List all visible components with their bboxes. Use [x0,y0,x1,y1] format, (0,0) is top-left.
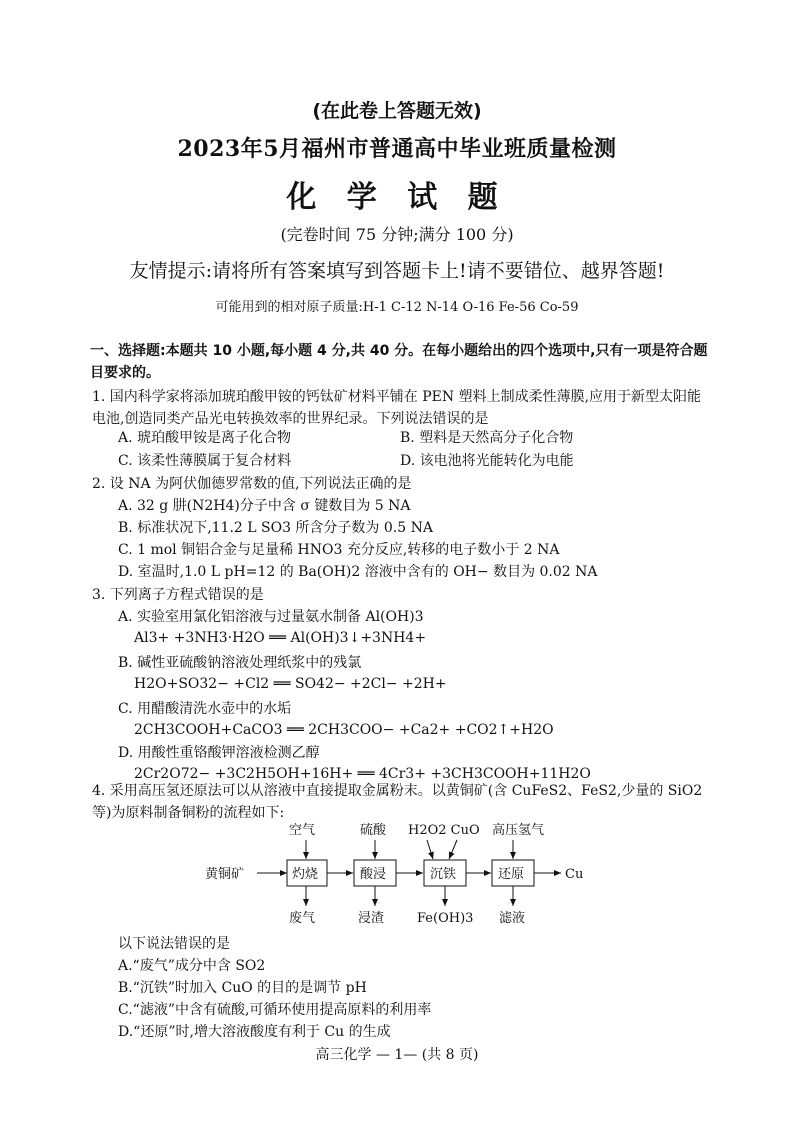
q3-option-c: C. 用醋酸清洗水壶中的水垢 [118,701,292,717]
flow-step4-add: 高压氢气 [492,823,545,838]
flow-step2-add: 硫酸 [360,823,387,838]
q4-option-d: D.“还原”时,增大溶液酸度有利于 Cu 的生成 [118,1024,391,1040]
time-info: (完卷时间 75 分钟;满分 100 分) [280,225,514,244]
q2-option-d: D. 室温时,1.0 L pH=12 的 Ba(OH)2 溶液中含有的 OH− 数目为 0.02 NA [118,564,598,580]
q4-prompt: 以下说法错误的是 [118,936,230,952]
q3-equation-a: Al3+ +3NH3·H2O ══ Al(OH)3↓+3NH4+ [134,630,427,646]
q2-option-a: A. 32 g 肼(N2H4)分子中含 σ 键数目为 5 NA [118,498,411,514]
q3-stem: 3. 下列离子方程式错误的是 [92,587,264,603]
q4-option-b: B.“沉铁”时加入 CuO 的目的是调节 pH [118,980,367,996]
q3-option-b: B. 碱性亚硫酸钠溶液处理纸浆中的残氯 [118,655,362,671]
q4-stem: 4. 采用高压氢还原法可以从溶液中直接提取金属粉末。以黄铜矿(含 CuFeS2、FeS2,少量的 SiO2 等)为原料制备铜粉的流程如下: [92,783,703,821]
flow-step3-name: 沉铁 [430,867,457,882]
flow-input: 黄铜矿 [205,867,245,882]
q4-option-c: C.“滤液”中含有硫酸,可循环使用提高原料的利用率 [118,1002,432,1018]
flow-step4-name: 还原 [498,867,525,882]
q1-stem: 1. 国内科学家将添加琥珀酸甲铵的钙钛矿材料平铺在 PEN 塑料上制成柔性薄膜,应用于新型太阳能电池,创造同类产品光电转换效率的世界纪录。下列说法错误的是 [92,389,702,427]
q2-option-b: B. 标准状况下,11.2 L SO3 所含分子数为 0.5 NA [118,520,433,536]
q1-option-d: D. 该电池将光能转化为电能 [400,453,574,469]
notice: (在此卷上答题无效) [312,100,482,122]
q1-option-a: A. 琥珀酸甲铵是离子化合物 [118,430,292,446]
q3-option-d: D. 用酸性重铬酸钾溶液检测乙醇 [118,745,320,761]
atomic-masses: 可能用到的相对原子质量:H-1 C-12 N-14 O-16 Fe-56 Co-59 [215,300,579,315]
q2-option-c: C. 1 mol 铜铝合金与足量稀 HNO3 充分反应,转移的电子数小于 2 NA [118,542,560,558]
flow-step1-name: 灼烧 [292,867,319,882]
flow-step1-add: 空气 [289,823,316,838]
flow-diagram [205,822,605,930]
flow-step2-name: 酸浸 [360,867,387,882]
exam-title: 2023年5月福州市普通高中毕业班质量检测 [177,136,617,162]
q1-option-b: B. 塑料是天然高分子化合物 [400,430,574,446]
flow-step1-out: 废气 [289,911,316,926]
q4-option-a: A.“废气”成分中含 SO2 [118,958,266,974]
q3-equation-c: 2CH3COOH+CaCO3 ══ 2CH3COO− +Ca2+ +CO2↑+H2O [134,722,554,738]
page-footer: 高三化学 — 1— (共 8 页) [315,1047,479,1063]
flow-step4-out: 滤液 [499,911,526,926]
q2-stem: 2. 设 NA 为阿伏伽德罗常数的值,下列说法正确的是 [92,476,412,492]
q1-option-c: C. 该柔性薄膜属于复合材料 [118,453,292,469]
reminder: 友情提示:请将所有答案填写到答题卡上!请不要错位、越界答题! [129,260,665,282]
flow-step2-out: 浸渣 [358,911,385,926]
subject-title: 化 学 试 题 [286,180,508,215]
q3-option-a: A. 实验室用氯化铝溶液与过量氨水制备 Al(OH)3 [118,609,424,625]
section-title: 一、选择题:本题共 10 小题,每小题 4 分,共 40 分。在每小题给出的四个选项中,只有一项是符合题目要求的。 [90,343,708,381]
q3-equation-b: H2O+SO32− +Cl2 ══ SO42− +2Cl− +2H+ [134,676,447,692]
flow-output: Cu [565,867,584,882]
q3-equation-d: 2Cr2O72− +3C2H5OH+16H+ ══ 4Cr3+ +3CH3COOH+11H2O [134,766,591,782]
flow-step3-add: H2O2 CuO [408,823,480,838]
flow-step3-out: Fe(OH)3 [417,911,474,926]
